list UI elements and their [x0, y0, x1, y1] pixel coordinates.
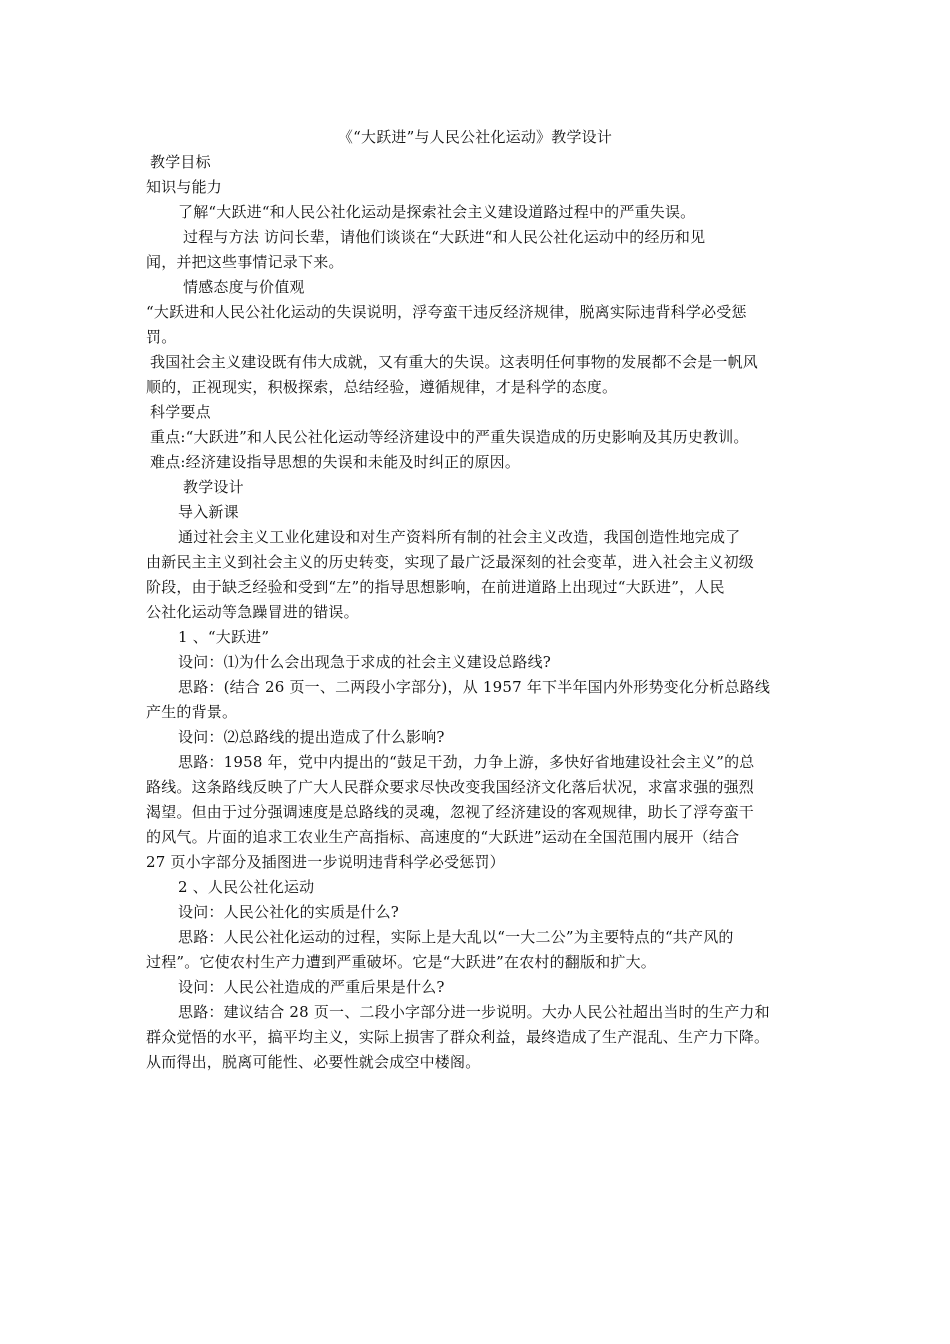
- heading-teaching-design: 教学设计: [183, 478, 244, 496]
- paragraph-line: 过程与方法 访问长辈，请他们谈谈在“大跃进“和人民公社化运动中的经历和见: [183, 228, 706, 246]
- paragraph-line: 的风气。片面的追求工农业生产高指标、高速度的“大跃进”运动在全国范围内展开（结合: [146, 828, 740, 846]
- heading-intro: 导入新课: [178, 503, 239, 521]
- heading-teaching-goals: 教学目标: [150, 153, 211, 171]
- paragraph-line: 思路：(结合 26 页一、二两段小字部分)，从 1957 年下半年国内外形势变化分析总路线: [178, 678, 771, 696]
- paragraph-line: 由新民主主义到社会主义的历史转变，实现了最广泛最深刻的社会变革，进入社会主义初级: [146, 553, 755, 571]
- paragraph-line: 群众觉悟的水平，搞平均主义，实际上损害了群众利益，最终造成了生产混乱、生产力下降。: [146, 1028, 770, 1046]
- section-heading-commune: 2 、人民公社化运动: [178, 878, 315, 896]
- paragraph-line: 思路：1958 年，党中内提出的“鼓足干劲，力争上游，多快好省地建设社会主义”的总: [178, 753, 755, 771]
- section-heading-great-leap: 1 、“大跃进”: [178, 628, 270, 646]
- document-title: 《“大跃进”与人民公社化运动》教学设计: [337, 128, 613, 146]
- question-line: 设问：⑵总路线的提出造成了什么影响?: [178, 728, 445, 746]
- paragraph-line: 渴望。但由于过分强调速度是总路线的灵魂，忽视了经济建设的客观规律，助长了浮夸蛮干: [146, 803, 755, 821]
- heading-key-points: 科学要点: [150, 403, 211, 421]
- paragraph-line: 从而得出，脱离可能性、必要性就会成空中楼阁。: [146, 1053, 481, 1071]
- paragraph-line: 我国社会主义建设既有伟大成就，又有重大的失误。这表明任何事物的发展都不会是一帆风: [150, 353, 759, 371]
- question-line: 设问：人民公社造成的严重后果是什么?: [178, 978, 445, 996]
- paragraph-line: 罚。: [146, 328, 177, 346]
- heading-knowledge-ability: 知识与能力: [146, 178, 223, 196]
- paragraph-line: “大跃进和人民公社化运动的失误说明，浮夸蛮干违反经济规律，脱离实际违背科学必受惩: [146, 303, 747, 321]
- paragraph-line: 重点:“大跃进”和人民公社化运动等经济建设中的严重失误造成的历史影响及其历史教训。: [150, 428, 749, 446]
- paragraph-line: 产生的背景。: [146, 703, 238, 721]
- paragraph-line: 公社化运动等急躁冒进的错误。: [146, 603, 359, 621]
- question-line: 设问：人民公社化的实质是什么?: [178, 903, 400, 921]
- paragraph-line: 顺的，正视现实，积极探索，总结经验，遵循规律，才是科学的态度。: [146, 378, 618, 396]
- paragraph-line: 过程”。它使农村生产力遭到严重破坏。它是“大跃进”在农村的翻版和扩大。: [146, 953, 657, 971]
- paragraph-line: 阶段，由于缺乏经验和受到“左”的指导思想影响，在前进道路上出现过“大跃进”，人民: [146, 578, 725, 596]
- heading-emotion-values: 情感态度与价值观: [183, 278, 305, 296]
- paragraph-line: 思路：建议结合 28 页一、二段小字部分进一步说明。大办人民公社超出当时的生产力和: [178, 1003, 770, 1021]
- paragraph-line: 了解“大跃进“和人民公社化运动是探索社会主义建设道路过程中的严重失误。: [178, 203, 696, 221]
- paragraph-line: 难点:经济建设指导思想的失误和未能及时纠正的原因。: [150, 453, 521, 471]
- paragraph-line: 思路：人民公社化运动的过程，实际上是大乱以“一大二公”为主要特点的“共产风的: [178, 928, 734, 946]
- paragraph-line: 路线。这条路线反映了广大人民群众要求尽快改变我国经济文化落后状况，求富求强的强烈: [146, 778, 755, 796]
- paragraph-line: 27 页小字部分及插图进一步说明违背科学必受惩罚）: [146, 853, 505, 871]
- paragraph-line: 闻，并把这些事情记录下来。: [146, 253, 344, 271]
- question-line: 设问：⑴为什么会出现急于求成的社会主义建设总路线?: [178, 653, 552, 671]
- paragraph-line: 通过社会主义工业化建设和对生产资料所有制的社会主义改造，我国创造性地完成了: [178, 528, 741, 546]
